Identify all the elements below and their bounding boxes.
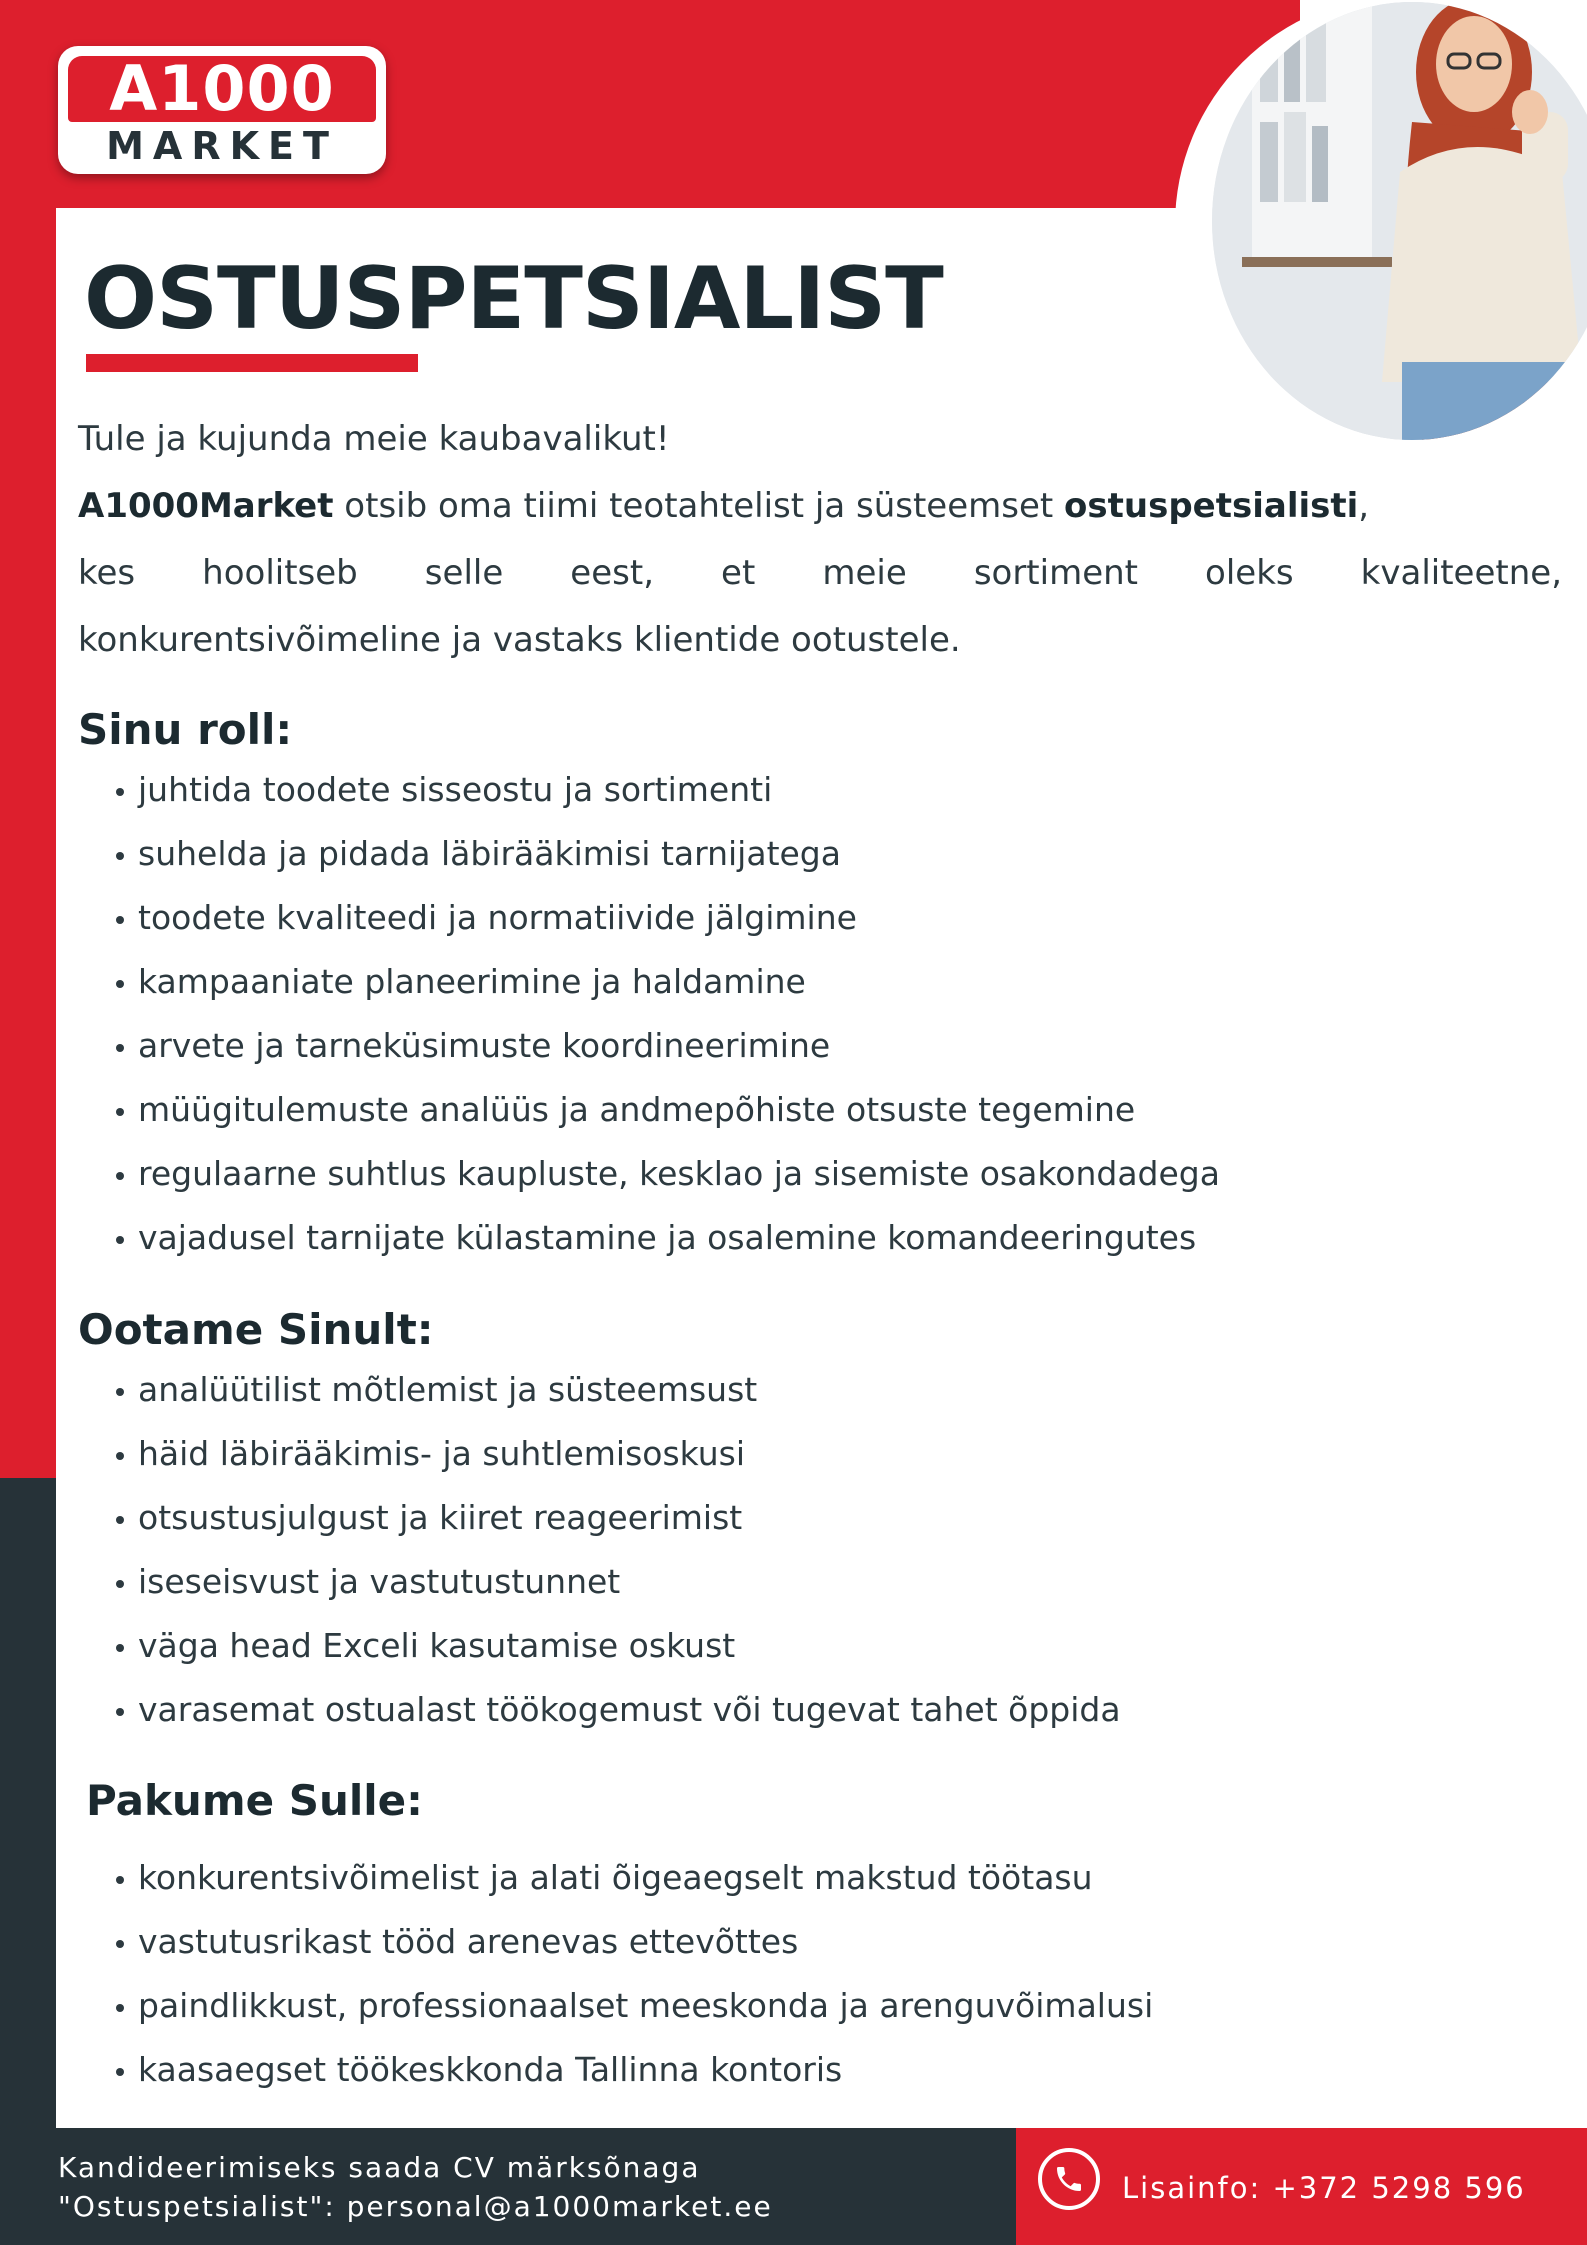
contact-phone[interactable]: Lisainfo: +372 5298 596: [1122, 2171, 1526, 2205]
apply-info: [58, 2148, 773, 2226]
list-item: juhtida toodete sisseostu ja sortimenti: [110, 758, 1220, 822]
list-item: häid läbirääkimis- ja suhtlemisoskusi: [110, 1422, 1121, 1486]
section-heading-expect: Ootame Sinult:: [78, 1305, 434, 1354]
intro-text-b: ,: [1358, 486, 1370, 526]
section-heading-role: Sinu roll:: [78, 705, 293, 754]
list-item: konkurentsivõimelist ja alati õigeaegselt makstud töötasu: [110, 1846, 1153, 1910]
list-item: iseseisvust ja vastutustunnet: [110, 1550, 1121, 1614]
list-item: varasemat ostualast töökogemust või tugevat tahet õppida: [110, 1678, 1121, 1742]
intro-line-3: kes hoolitseb selle eest, et meie sortiment oleks kvaliteetne,: [78, 553, 1562, 593]
list-item: vajadusel tarnijate külastamine ja osalemine komandeeringutes: [110, 1206, 1220, 1270]
intro-company: A1000Market: [78, 486, 334, 526]
section-heading-offer: Pakume Sulle:: [86, 1776, 423, 1825]
company-logo: [58, 46, 386, 174]
expect-list: [110, 1358, 1121, 1742]
intro-line-4: konkurentsivõimeline ja vastaks klientide ootustele.: [78, 620, 961, 660]
list-item: müügitulemuste analüüs ja andmepõhiste otsuste tegemine: [110, 1078, 1220, 1142]
phone-icon-glyph: [1053, 2163, 1085, 2195]
title-underline: [86, 354, 418, 372]
list-item: toodete kvaliteedi ja normatiivide jälgimine: [110, 886, 1220, 950]
intro-role: ostuspetsialisti: [1064, 486, 1359, 526]
apply-email[interactable]: "Ostuspetsialist": personal@a1000market.ee: [58, 2190, 773, 2223]
page-title: OSTUSPETSIALIST: [84, 249, 943, 349]
list-item: vastutusrikast tööd arenevas ettevõttes: [110, 1910, 1153, 1974]
logo-brand-bottom: MARKET: [106, 124, 338, 168]
phone-icon: [1038, 2148, 1100, 2210]
intro-text: [78, 406, 1562, 674]
list-item: väga head Exceli kasutamise oskust: [110, 1614, 1121, 1678]
intro-text-a: otsib oma tiimi teotahtelist ja süsteemset: [333, 486, 1065, 526]
list-item: otsustusjulgust ja kiiret reageerimist: [110, 1486, 1121, 1550]
list-item: kampaaniate planeerimine ja haldamine: [110, 950, 1220, 1014]
list-item: paindlikkust, professionaalset meeskonda ja arenguvõimalusi: [110, 1974, 1153, 2038]
photo-illustration: [1212, 2, 1587, 440]
intro-line-1: Tule ja kujunda meie kaubavalikut!: [78, 419, 670, 459]
list-item: kaasaegset töökeskkonda Tallinna kontoris: [110, 2038, 1153, 2102]
offer-list: [110, 1846, 1153, 2102]
left-accent-red: [0, 0, 56, 1478]
apply-line-1: Kandideerimiseks saada CV märksõnaga: [58, 2151, 701, 2184]
list-item: suhelda ja pidada läbirääkimisi tarnijatega: [110, 822, 1220, 886]
list-item: analüütilist mõtlemist ja süsteemsust: [110, 1358, 1121, 1422]
logo-brand-top: A1000: [68, 56, 376, 122]
role-list: [110, 758, 1220, 1270]
list-item: arvete ja tarneküsimuste koordineerimine: [110, 1014, 1220, 1078]
header-photo: [1212, 2, 1587, 440]
list-item: regulaarne suhtlus kaupluste, kesklao ja sisemiste osakondadega: [110, 1142, 1220, 1206]
intro-line-2: [78, 473, 1562, 540]
